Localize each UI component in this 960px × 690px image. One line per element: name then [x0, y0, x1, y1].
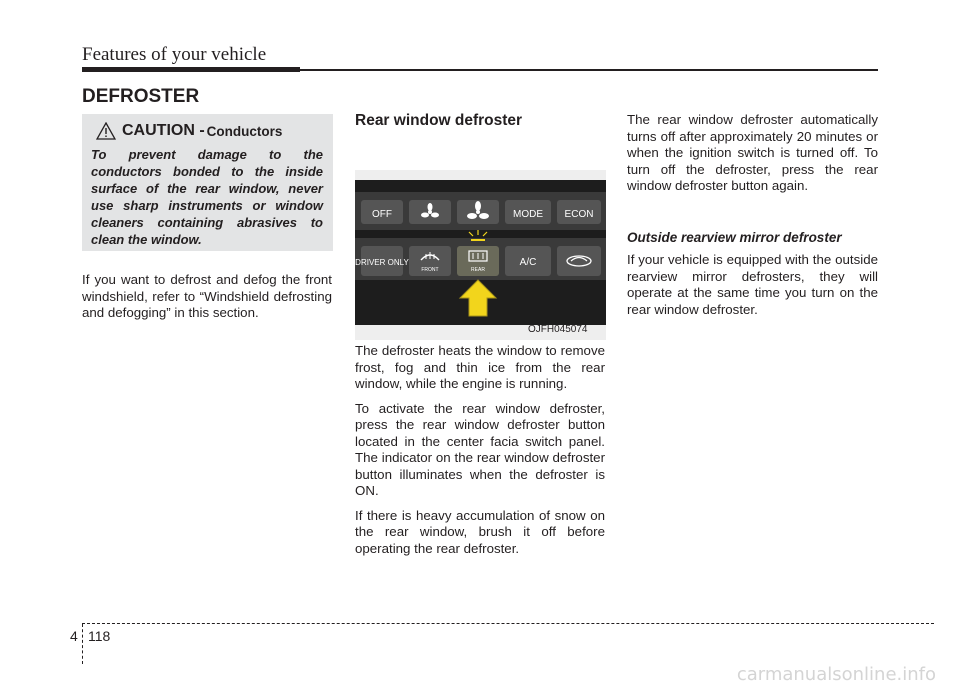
front-defrost-reference: If you want to defrost and defog the front windshield, refer to “Windshield defrosting and defogging” in this section.	[82, 272, 332, 320]
footer-divider	[82, 624, 83, 664]
caution-box	[82, 114, 333, 251]
chapter-number: 4	[70, 628, 78, 644]
panel-button-label: REAR	[471, 267, 485, 273]
section-title: DEFROSTER	[82, 86, 200, 107]
header-rule	[82, 67, 300, 72]
paragraph: To activate the rear window defroster, press the rear window defroster button located in the center facia switch panel. The indicator on the rear window defroster button illuminates when the defroster is ON.	[355, 400, 605, 498]
caution-heading	[96, 122, 282, 140]
panel-button-label: FRONT	[421, 267, 439, 273]
climate-panel-illustration	[355, 140, 606, 340]
page-header-title: Features of your vehicle	[82, 44, 267, 65]
watermark: carmanualsonline.info	[736, 664, 936, 685]
caution-subject: Conductors	[206, 123, 283, 139]
figure-code: OJFH045074	[528, 324, 588, 335]
caution-label: CAUTION -	[122, 122, 205, 139]
panel-button-label: MODE	[513, 209, 543, 220]
climate-panel-figure	[355, 140, 606, 340]
mirror-defroster-text	[627, 252, 878, 326]
footer-rule	[82, 623, 934, 624]
panel-button-label: DRIVER ONLY	[355, 258, 409, 267]
caution-body: To prevent damage to the conductors bonded to the inside surface of the rear window, never use sharp instruments or window cleaners containing abrasives to clean the window.	[91, 147, 323, 247]
mirror-defroster-heading: Outside rearview mirror defroster	[627, 230, 842, 245]
auto-off-text	[627, 112, 878, 203]
page-number: 118	[88, 628, 111, 644]
rear-defroster-heading: Rear window defroster	[355, 112, 523, 129]
paragraph: The defroster heats the window to remove frost, fog and thin ice from the rear window, while the engine is running.	[355, 343, 605, 391]
warning-icon	[96, 122, 116, 140]
panel-button-label: ECON	[564, 209, 594, 220]
rear-defroster-text	[355, 343, 605, 565]
paragraph: If there is heavy accumulation of snow on the rear window, brush it off before operating the rear defroster.	[355, 507, 605, 556]
header-rule-thin	[300, 69, 878, 71]
paragraph: If your vehicle is equipped with the outside rearview mirror defrosters, they will operate at the same time you turn on the rear window defroster.	[627, 252, 878, 317]
panel-bottom-row	[355, 246, 601, 276]
panel-button-label: OFF	[372, 209, 392, 220]
paragraph: The rear window defroster automatically turns off after approximately 20 minutes or when the ignition switch is turned off. To turn off the defroster, press the rear window defroster button again.	[627, 112, 878, 193]
panel-top-row	[361, 200, 601, 224]
panel-button-label: A/C	[519, 257, 537, 268]
